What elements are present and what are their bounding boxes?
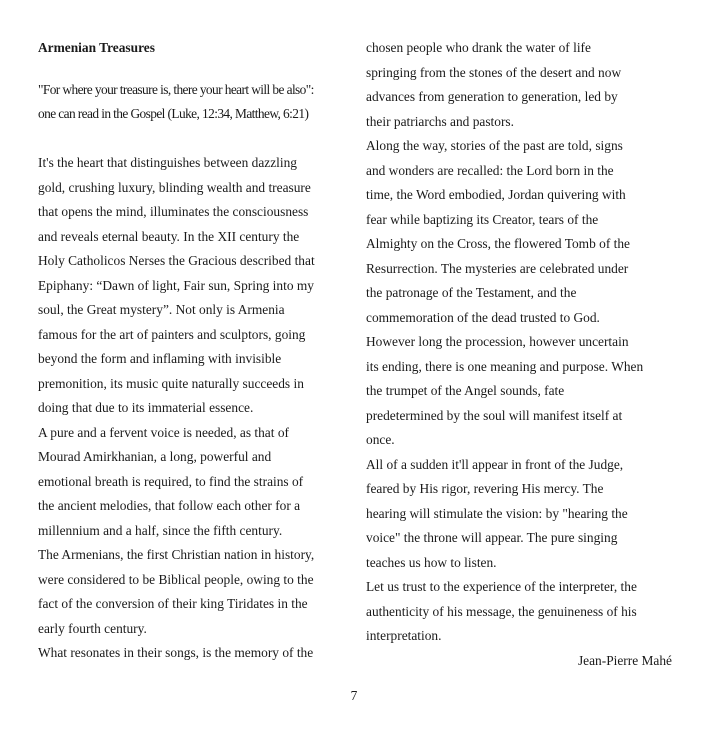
text-line: soul, the Great mystery”. Not only is Armenia (38, 302, 285, 317)
epigraph-line: "For where your treasure is, there your heart will be also": (38, 81, 314, 97)
text-line: hearing will stimulate the vision: by "hearing the (366, 505, 628, 521)
text-line: interpretation. (366, 628, 442, 643)
text-line: time, the Word embodied, Jordan quivering with (366, 187, 626, 202)
text-line: chosen people who drank the water of life (366, 40, 591, 55)
text-line: What resonates in their songs, is the memory of the (38, 645, 314, 660)
text-line: famous for the art of painters and sculptors, going (38, 326, 306, 342)
author-signature: Jean-Pierre Mahé (577, 652, 672, 668)
text-line: Along the way, stories of the past are told, signs (366, 138, 623, 153)
page-number: 7 (350, 688, 358, 703)
text-line: their patriarchs and pastors. (366, 113, 514, 129)
text-line: fact of the conversion of their king Tiridates in the (38, 596, 308, 611)
text-line: It's the heart that distinguishes between dazzling (38, 155, 297, 170)
text-line: were considered to be Biblical people, owing to the (38, 571, 314, 587)
right-body-text (366, 36, 672, 649)
text-line: The Armenians, the first Christian nation in history, (38, 547, 315, 562)
text-line: A pure and a fervent voice is needed, as that of (38, 424, 289, 440)
text-line: All of a sudden it'll appear in front of the Judge, (366, 456, 624, 472)
text-line: fear while baptizing its Creator, tears of the (366, 211, 599, 227)
text-line: authenticity of his message, the genuineness of his (366, 603, 637, 619)
text-line: Holy Catholicos Nerses the Gracious described that (38, 253, 315, 268)
text-line: springing from the stones of the desert and now (366, 64, 622, 80)
text-line: beyond the form and inflaming with invisible (38, 351, 282, 366)
text-line: and wonders are recalled: the Lord born in the (366, 162, 614, 178)
text-line: teaches us how to listen. (366, 554, 497, 570)
text-line: commemoration of the dead trusted to God. (366, 309, 600, 325)
left-body-text (38, 151, 344, 666)
text-line: that opens the mind, illuminates the consciousness (38, 204, 309, 219)
text-line: predetermined by the soul will manifest itself at (366, 407, 623, 423)
right-column (366, 36, 672, 673)
text-line: millennium and a half, since the fifth century. (38, 522, 283, 538)
text-line: Let us trust to the experience of the interpreter, the (366, 579, 637, 594)
text-line: voice" the throne will appear. The pure singing (366, 530, 618, 545)
text-line: early fourth century. (38, 620, 147, 636)
text-line: and reveals eternal beauty. In the XII century the (38, 228, 300, 244)
text-line: However long the procession, however uncertain (366, 334, 629, 349)
text-line: the ancient melodies, that follow each other for a (38, 498, 301, 513)
text-line: Mourad Amirkhanian, a long, powerful and (38, 449, 272, 464)
text-line: once. (366, 432, 395, 447)
text-line: Almighty on the Cross, the flowered Tomb of the (366, 236, 630, 251)
epigraph-line: one can read in the Gospel (Luke, 12:34, Matthew, 6:21) (38, 106, 309, 121)
text-line: doing that due to its immaterial essence. (38, 400, 254, 415)
text-line: feared by His rigor, revering His mercy. The (366, 481, 604, 496)
text-line: the patronage of the Testament, and the (366, 285, 577, 300)
text-line: Epiphany: “Dawn of light, Fair sun, Spring into my (38, 277, 314, 293)
text-line: premonition, its music quite naturally succeeds in (38, 375, 304, 391)
text-line: emotional breath is required, to find the strains of (38, 473, 304, 489)
article-title: Armenian Treasures (38, 40, 155, 55)
text-line: its ending, there is one meaning and purpose. When (366, 358, 644, 374)
text-line: the trumpet of the Angel sounds, fate (366, 383, 565, 398)
text-line: gold, crushing luxury, blinding wealth and treasure (38, 179, 311, 195)
left-column (38, 36, 344, 666)
text-line: advances from generation to generation, led by (366, 89, 618, 104)
text-line: Resurrection. The mysteries are celebrated under (366, 260, 629, 276)
